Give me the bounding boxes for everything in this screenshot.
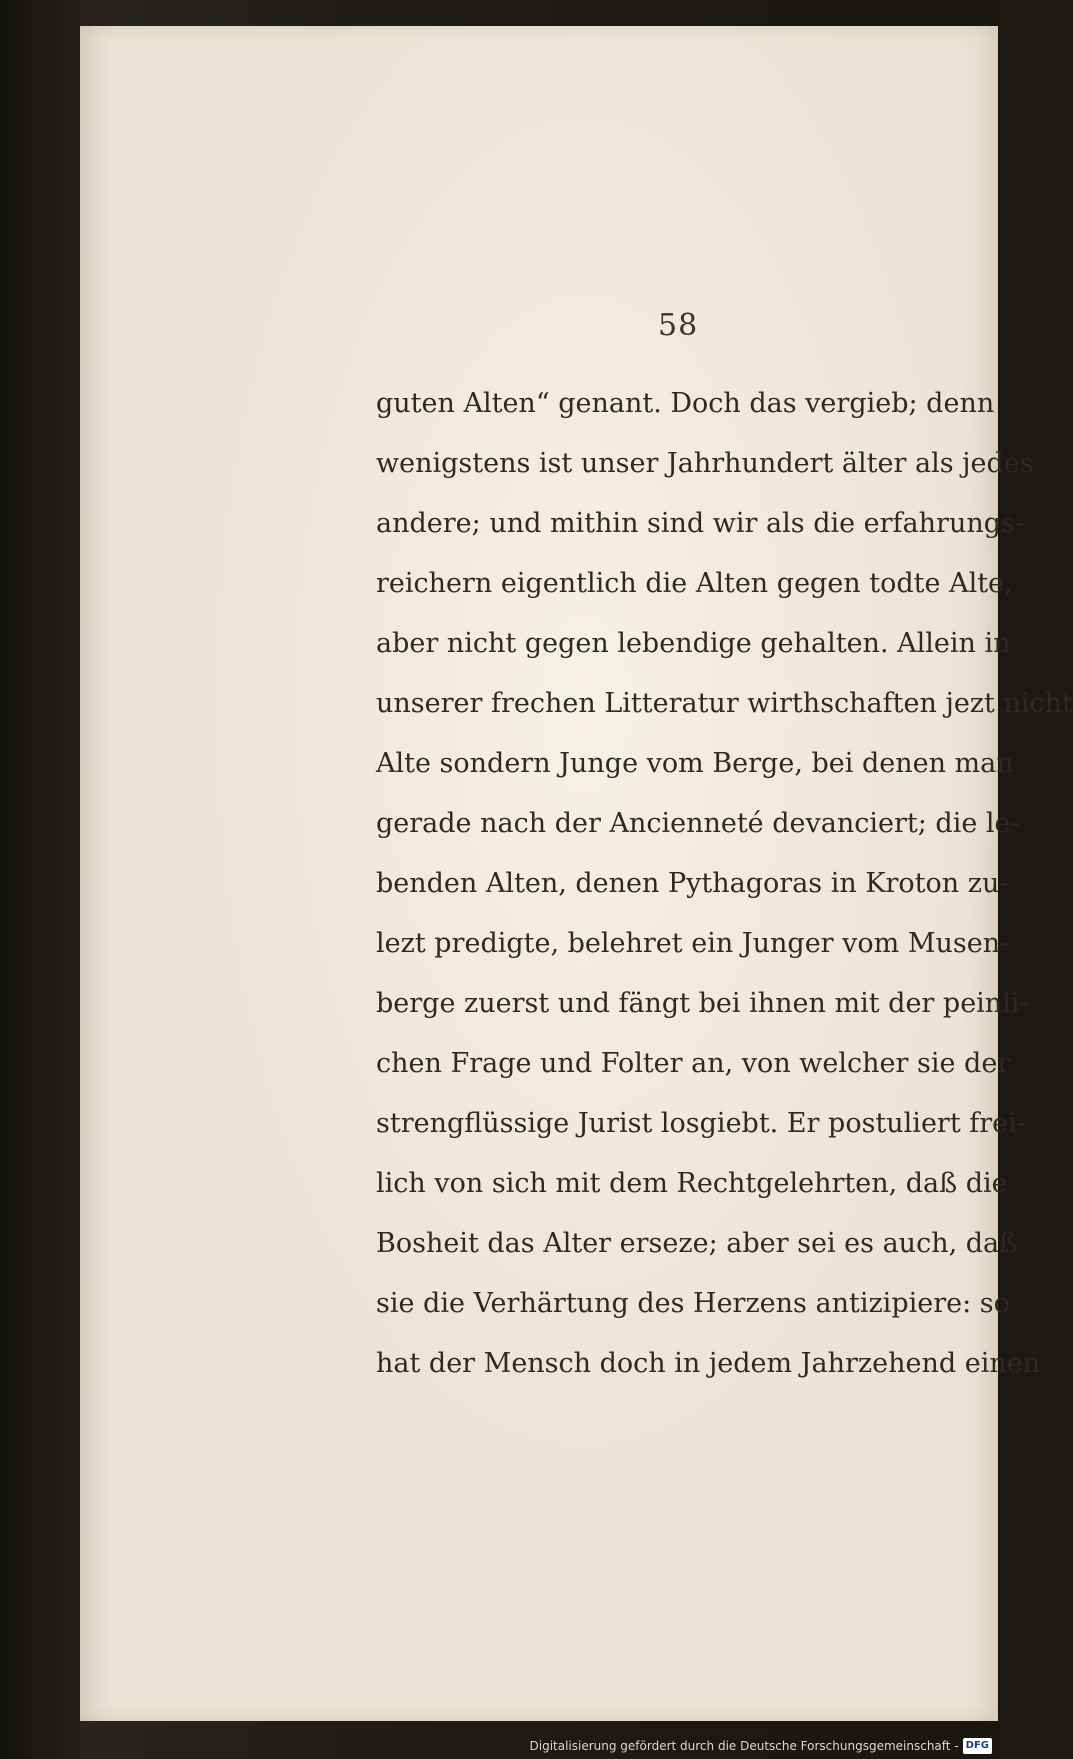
body-text	[376, 374, 1073, 1394]
text-line: Alte sondern Junge vom Berge, bei denen man	[376, 748, 1014, 779]
text-line: reichern eigentlich die Alten gegen todte Alte,	[376, 568, 1013, 599]
text-line: strengflüssige Jurist losgiebt. Er postuliert frei-	[376, 1108, 1026, 1139]
text-line: gerade nach der Ancienneté devanciert; die le-	[376, 808, 1020, 839]
credit-text: Digitalisierung gefördert durch die Deutsche Forschungsgemeinschaft -	[529, 1739, 959, 1753]
book-page	[80, 26, 1073, 1721]
text-line: aber nicht gegen lebendige gehalten. Allein in	[376, 628, 1011, 659]
text-line: chen Frage und Folter an, von welcher sie der	[376, 1048, 1011, 1079]
text-line: Bosheit das Alter ersezе; aber sei es auch, daß	[376, 1228, 1018, 1259]
dfg-logo-icon: DFG	[963, 1738, 992, 1754]
text-line: lich von sich mit dem Rechtgelehrten, daß die	[376, 1168, 1008, 1199]
text-line: lezt predigte, belehret ein Junger vom Musen-	[376, 928, 1010, 959]
book-binding-edge	[0, 0, 80, 1759]
text-line: wenigstens ist unser Jahrhundert älter als jedes	[376, 448, 1034, 479]
text-line: guten Alten“ genant. Doch das vergieb; denn	[376, 388, 995, 419]
text-line: hat der Mensch doch in jedem Jahrzehend einen	[376, 1348, 1041, 1379]
text-line: berge zuerst und fängt bei ihnen mit der peinli-	[376, 988, 1029, 1019]
digitization-credit	[530, 1735, 993, 1757]
text-line: andere; und mithin sind wir als die erfahrungs-	[376, 508, 1024, 539]
page-number: 58	[658, 308, 699, 343]
text-line: benden Alten, denen Pythagoras in Kroton zu-	[376, 868, 1009, 899]
text-line: unserer frechen Litteratur wirthschaften jezt nicht	[376, 688, 1073, 719]
text-line: sie die Verhärtung des Herzens antizipiere: so	[376, 1288, 1010, 1319]
